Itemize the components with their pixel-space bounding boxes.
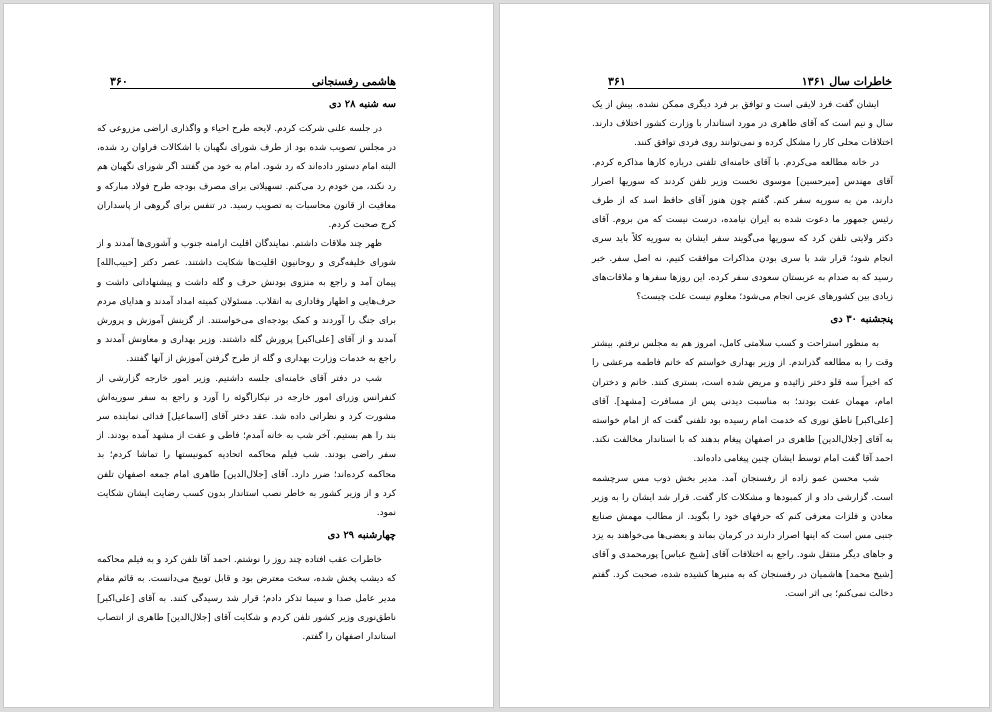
paragraph: در خانه مطالعه می‌کردم. با آقای خامنه‌ای تلفنی درباره کارها مذاکره کردم. آقای مهندس [میرحسین] موسوی نخست وزیر تلفن کردند که سوریها اصرار دارند، من به سوریه سفر کنم. گفتم چون هنوز آقای حافظ اسد که از طرف رئیس جمهور ما دعوت شده به ایران نیامده، درست نیست که من بروم. آقای دکتر ولایتی تلفن کرد که سوریها می‌گویند سفر ایشان به سوریه کلاً باید سری انجام شود؛ قرار شد با سری بودن مذاکرات موافقت کنیم، نه اصل سفر. خبر رسید که به صدام به عربستان سعودی سفر کرده. این روزها سفرها و ملاقات‌های زیادی بین کشورهای عربی انجام می‌شود؛ معلوم نیست علت چیست؟: [592, 157, 893, 303]
left-page-body: [97, 96, 396, 647]
paragraph: ایشان گفت فرد لایقی است و توافق بر فرد دیگری ممکن نشده. بیش از یک سال و نیم است که آقای طاهری در مورد استاندار با وزارت کشور اختلاف دارند. اختلافات محلی کار را مشکل کرده و نمی‌توانند روی فردی توافق کنند.: [592, 100, 893, 149]
left-page: [3, 3, 494, 708]
paragraph: به منظور استراحت و کسب سلامتی کامل، امروز هم به مجلس نرفتم. بیشتر وقت را به مطالعه گذراندم. از وزیر بهداری خواستم که خانم فاطمه مرعشی را که اخیراً سه قلو دختر زائیده و مریض شده است، بستری کنند. خانم و دختران امام، مهمان عفت بودند؛ به مناسبت دیدنی پس از مسافرت [مشهد]. آقای [علی‌اکبر] ناطق نوری که خدمت امام رسیده بود تلفنی گفت که از امام خواسته به آقای [جلال‌الدین] طاهری در اصفهان پیغام بدهند که با استاندار مخالفت نکند. احمد آقا گفت امام توسط ایشان چنین پیغامی داده‌اند.: [592, 339, 893, 465]
paragraph: خاطرات عقب افتاده چند روز را نوشتم. احمد آقا تلفن کرد و به فیلم محاکمه که دیشب پخش شده، سخت معترض بود و قابل توبیخ می‌دانست. به قائم مقام مدیر عامل صدا و سیما تذکر دادم؛ قرار شد رسیدگی کنند. به آقای [علی‌اکبر] ناطق‌نوری وزیر کشور تلفن کردم و شکایت آقای [جلال‌الدین] طاهری از انتصاب استاندار اصفهان را گفتم.: [97, 555, 396, 643]
section-title: چهارشنبه ۲۹ دی: [327, 530, 396, 542]
section-title: سه شنبه ۲۸ دی: [329, 99, 396, 110]
paragraph: شب در دفتر آقای خامنه‌ای جلسه داشتیم. وزیر امور خارجه گزارشی از کنفرانس وزرای امور خارجه در نیکاراگوئه را آورد و راجع به سفر سوریه‌اش مشورت کرد و نظراتی داده شد. عقد دختر آقای [اسماعیل] فدائی نماینده سر بند را هم بستیم. آخر شب به خانه آمدم؛ فاطی و عفت از مشهد آمده بودند. از سفر راضی بودند. شب فیلم محاکمه اتحادیه کمونیستها را تماشا کردم؛ بد محاکمه کرده‌اند؛ ضرر دارد. آقای [جلال‌الدین] طاهری امام جمعه اصفهان تلفن کرد و از وزیر کشور به خاطر نصب استاندار بدون کسب رضایت ایشان شکایت نمود.: [97, 373, 396, 519]
right-page: [499, 3, 990, 708]
running-title: هاشمی رفسنجانی: [311, 75, 396, 88]
right-page-header: [608, 70, 892, 89]
right-page-body: [592, 96, 893, 604]
page-number: ۳۶۰: [110, 75, 128, 88]
paragraph: شب محسن عمو زاده از رفسنجان آمد. مدیر بخش ذوب مس سرچشمه است. گزارشی داد و از کمبودها و مشکلات کار گفت. قرار شد ایشان را به وزیر معادن و فلزات معرفی کنم که حرفهای خود را بگوید. از مطالب مهمش صنایع جنبی مس است که اینها اصرار دارند در کرمان بماند و بعضی‌ها می‌خواهند به یزد و جاهای دیگر منتقل شود. راجع به اختلافات آقای [شیخ عباس] پورمحمدی و آقای [شیخ محمد] هاشمیان در رفسنجان که به منبرها کشیده شده، صحبت کرد. گفتم دخالت نمی‌کنم؛ بی اثر است.: [592, 473, 893, 599]
running-title: خاطرات سال ۱۳۶۱: [801, 75, 892, 88]
page-number: ۳۶۱: [608, 75, 626, 88]
paragraph: در جلسه علنی شرکت کردم. لایحه طرح احیاء و واگذاری اراضی مزروعی که در مجلس تصویب شده بود از طرف شورای نگهبان با اشکالات فراوان رد شده، البته امام دستور داده‌اند که رد شود. امام به خود من گفتند اگر شورای نگهبان هم رد نکند، من خودم رد می‌کنم. تسهیلاتی برای مصرف بودجه طرح فولاد مبارکه و معافیت از قانون محاسبات به تصویب رسید. در تنفس برای گروهی از پاسداران کرج صحبت کردم.: [97, 124, 396, 231]
paragraph: ظهر چند ملاقات داشتم. نمایندگان اقلیت ارامنه جنوب و آشوری‌ها آمدند و از شورای خلیفه‌گری و روحانیون اقلیت‌ها شکایت داشتند. عصر دکتر [حبیب‌الله] پیمان آمد و راجع به منزوی بودنش حرف و گله داشت و پیشنهاداتی داشت و حرف‌هایی و اظهار وفاداری به انقلاب. مسئولان کمیته امداد آمدند و هدایای مردم برای جنگ را آوردند و کمک بودجه‌ای می‌خواستند. از گزینش آموزش و پرورش آمدند و از آقای [علی‌اکبر] پرورش گله داشتند. وزیر بهداری و معاونش آمدند و راجع به خدمات وزارت بهداری و گله از طرح گرفتن آموزش از آنها گفتند.: [97, 239, 396, 365]
section-title: پنجشنبه ۳۰ دی: [830, 314, 893, 326]
left-page-header: [110, 70, 396, 89]
